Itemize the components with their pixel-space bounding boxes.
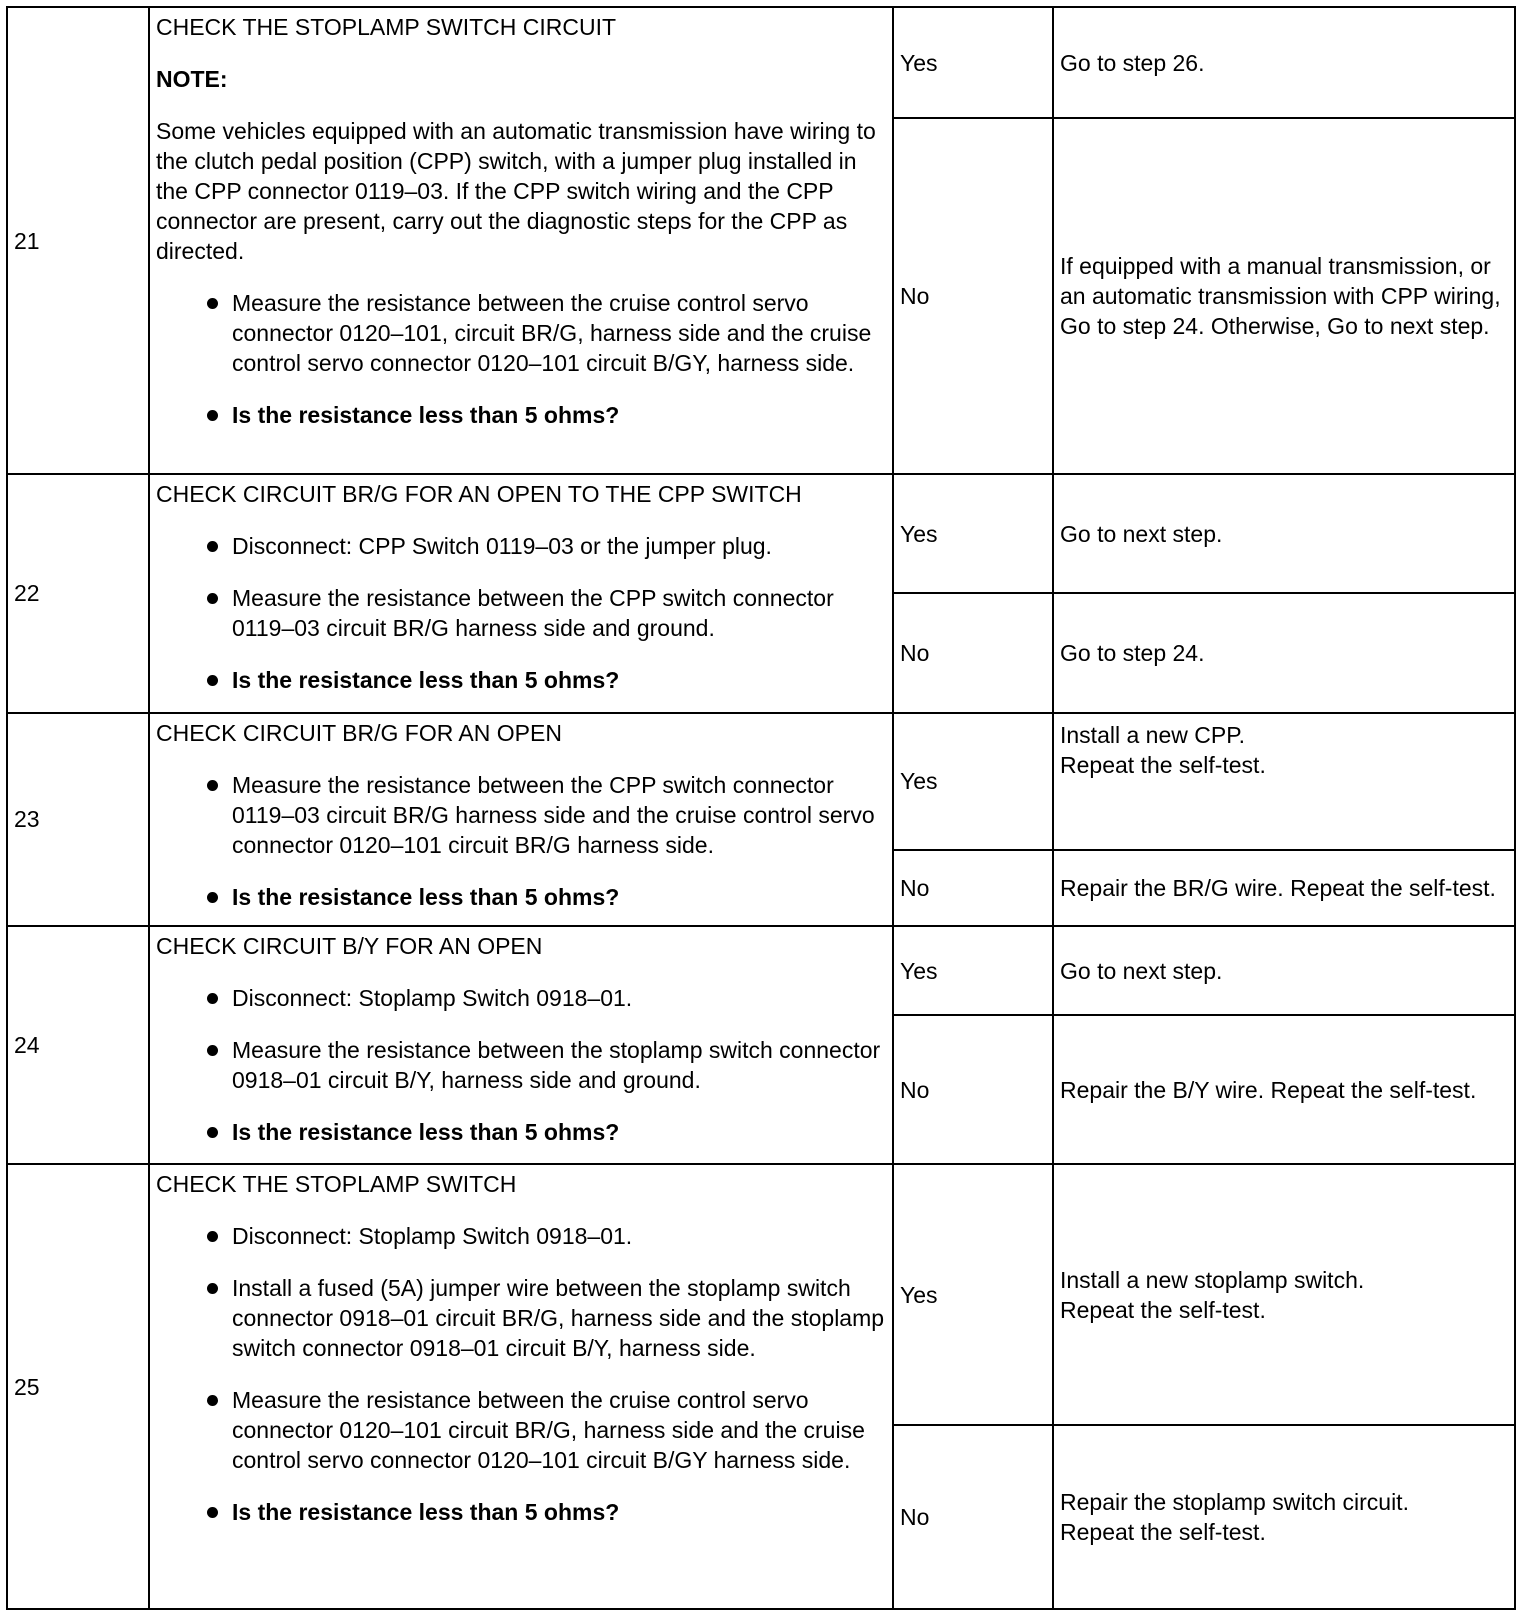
step-23-row-yes <box>7 713 1515 850</box>
step-content <box>149 7 893 474</box>
step-question: Is the resistance less than 5 ohms? <box>156 665 886 695</box>
answer-yes: Yes <box>893 713 1053 850</box>
step-question: Is the resistance less than 5 ohms? <box>156 1497 886 1527</box>
step-content <box>149 1164 893 1609</box>
answer-no: No <box>893 850 1053 926</box>
answer-yes: Yes <box>893 926 1053 1016</box>
action-yes: Go to next step. <box>1053 474 1515 593</box>
instruction-item: Measure the resistance between the stoplamp switch connector 0918–01 circuit B/Y, harness side and ground. <box>156 1035 886 1095</box>
step-content <box>149 474 893 713</box>
step-content <box>149 713 893 926</box>
note-label: NOTE: <box>156 66 228 92</box>
action-line: Repeat the self-test. <box>1060 751 1266 778</box>
action-line: Repeat the self-test. <box>1060 1518 1266 1545</box>
action-line: Repair the stoplamp switch circuit. <box>1060 1488 1409 1515</box>
step-number: 21 <box>7 7 149 474</box>
step-number: 23 <box>7 713 149 926</box>
answer-no: No <box>893 118 1053 474</box>
action-line: Install a new CPP. <box>1060 721 1245 748</box>
step-title: CHECK CIRCUIT B/Y FOR AN OPEN <box>156 932 543 959</box>
action-no: Go to step 24. <box>1053 593 1515 712</box>
step-number: 25 <box>7 1164 149 1609</box>
instruction-item: Disconnect: Stoplamp Switch 0918–01. <box>156 983 886 1013</box>
step-25-row-yes <box>7 1164 1515 1424</box>
action-yes <box>1053 713 1515 850</box>
action-no <box>1053 1425 1515 1609</box>
step-title: CHECK CIRCUIT BR/G FOR AN OPEN <box>156 719 562 746</box>
instruction-item: Measure the resistance between the cruise control servo connector 0120–101, circuit BR/G, harness side and the cruise control servo connector 0120–101 circuit B/GY, harness side. <box>156 288 886 378</box>
step-instructions <box>156 983 886 1147</box>
instruction-item: Disconnect: Stoplamp Switch 0918–01. <box>156 1221 886 1251</box>
answer-yes: Yes <box>893 474 1053 593</box>
instruction-item: Measure the resistance between the CPP switch connector 0119–03 circuit BR/G harness side and ground. <box>156 583 886 643</box>
instruction-item: Install a fused (5A) jumper wire between the stoplamp switch connector 0918–01 circuit BR/G, harness side and the stoplamp switch connector 0918–01 circuit B/Y, harness side. <box>156 1273 886 1363</box>
action-yes <box>1053 1164 1515 1424</box>
step-title: CHECK THE STOPLAMP SWITCH <box>156 1171 517 1198</box>
note-text: Some vehicles equipped with an automatic transmission have wiring to the clutch pedal position (CPP) switch, with a jumper plug installed in the CPP connector 0119–03. If the CPP switch wiring and the CPP connector are present, carry out the diagnostic steps for the CPP as directed. <box>156 118 876 264</box>
step-number: 22 <box>7 474 149 713</box>
step-title: CHECK THE STOPLAMP SWITCH CIRCUIT <box>156 14 617 40</box>
answer-no: No <box>893 593 1053 712</box>
instruction-item: Disconnect: CPP Switch 0119–03 or the jumper plug. <box>156 531 886 561</box>
answer-yes: Yes <box>893 1164 1053 1424</box>
step-question: Is the resistance less than 5 ohms? <box>156 1117 886 1147</box>
action-line: Install a new stoplamp switch. <box>1060 1266 1365 1293</box>
step-question: Is the resistance less than 5 ohms? <box>156 882 886 912</box>
step-instructions <box>156 770 886 912</box>
step-title: CHECK CIRCUIT BR/G FOR AN OPEN TO THE CPP SWITCH <box>156 481 802 508</box>
answer-yes: Yes <box>893 7 1053 118</box>
action-no: If equipped with a manual transmission, or an automatic transmission with CPP wiring, Go to step 24. Otherwise, Go to next step. <box>1053 118 1515 474</box>
instruction-item: Measure the resistance between the CPP switch connector 0119–03 circuit BR/G harness side and the cruise control servo connector 0120–101 circuit BR/G harness side. <box>156 770 886 860</box>
step-21-row-yes <box>7 7 1515 118</box>
action-no: Repair the B/Y wire. Repeat the self-test. <box>1053 1015 1515 1164</box>
step-instructions <box>156 531 886 695</box>
action-line: Repeat the self-test. <box>1060 1296 1266 1323</box>
action-no: Repair the BR/G wire. Repeat the self-test. <box>1053 850 1515 926</box>
step-instructions <box>156 1221 886 1527</box>
instruction-item: Measure the resistance between the cruise control servo connector 0120–101 circuit BR/G, harness side and the cruise control servo connector 0120–101 circuit B/GY harness side. <box>156 1385 886 1475</box>
step-content <box>149 926 893 1165</box>
step-number: 24 <box>7 926 149 1165</box>
action-yes: Go to next step. <box>1053 926 1515 1016</box>
diagnostic-table <box>6 6 1516 1610</box>
answer-no: No <box>893 1015 1053 1164</box>
answer-no: No <box>893 1425 1053 1609</box>
step-24-row-yes <box>7 926 1515 1016</box>
action-yes: Go to step 26. <box>1053 7 1515 118</box>
step-question: Is the resistance less than 5 ohms? <box>156 400 886 430</box>
step-22-row-yes <box>7 474 1515 593</box>
step-instructions <box>156 288 886 430</box>
